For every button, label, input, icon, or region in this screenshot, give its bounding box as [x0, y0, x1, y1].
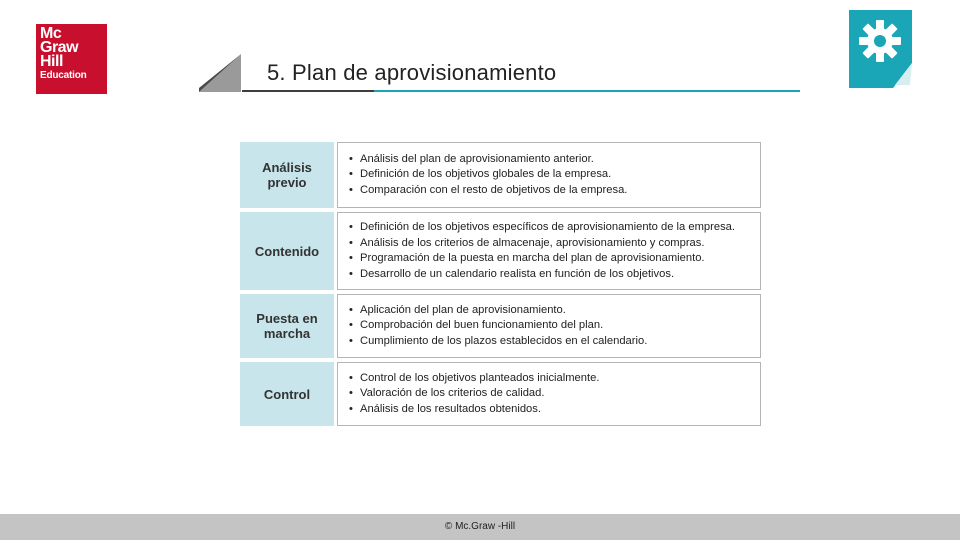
list-item: • Análisis de los criterios de almacenaje, aprovisionamiento y compras. — [360, 236, 754, 252]
stage-items — [337, 362, 761, 426]
plan-row-control — [240, 362, 761, 426]
footer-bar — [0, 514, 960, 540]
stage-label-control: Control — [240, 362, 334, 426]
list-item: • Análisis de los resultados obtenidos. — [360, 402, 754, 418]
logo-text-education: Education — [40, 70, 87, 81]
title-underline — [242, 90, 800, 92]
slide-title: 5. Plan de aprovisionamiento — [267, 60, 557, 85]
list-item: • Definición de los objetivos específicos de aprovisionamiento de la empresa. — [360, 220, 754, 236]
logo-text-hill: Hill — [40, 53, 63, 70]
list-item: • Programación de la puesta en marcha del plan de aprovisionamiento. — [360, 251, 754, 267]
list-item: • Cumplimiento de los plazos establecidos en el calendario. — [360, 334, 754, 350]
stage-label-puesta-en-marcha: Puesta en marcha — [240, 294, 334, 358]
stage-items — [337, 212, 761, 290]
stage-label-analisis-previo: Análisis previo — [240, 142, 334, 208]
stage-items — [337, 294, 761, 358]
plan-table — [240, 138, 761, 430]
stage-label-contenido: Contenido — [240, 212, 334, 290]
stage-items — [337, 142, 761, 208]
list-item: • Control de los objetivos planteados inicialmente. — [360, 371, 754, 387]
plan-row-puesta-en-marcha — [240, 294, 761, 358]
list-item: • Aplicación del plan de aprovisionamiento. — [360, 303, 754, 319]
page-fold-icon — [893, 63, 912, 88]
logo-text-graw: Graw — [40, 39, 79, 56]
mcgraw-hill-logo — [36, 24, 107, 94]
plan-row-contenido — [240, 212, 761, 290]
copyright-text: © Mc.Graw -Hill — [444, 521, 516, 532]
list-item: • Valoración de los criterios de calidad. — [360, 386, 754, 402]
list-item: • Definición de los objetivos globales de la empresa. — [360, 167, 754, 183]
plan-row-analisis-previo — [240, 142, 761, 208]
title-decoration-icon — [196, 52, 246, 94]
list-item: • Análisis del plan de aprovisionamiento anterior. — [360, 152, 754, 168]
list-item: • Desarrollo de un calendario realista en función de los objetivos. — [360, 267, 754, 283]
list-item: • Comparación con el resto de objetivos de la empresa. — [360, 183, 754, 199]
list-item: • Comprobación del buen funcionamiento del plan. — [360, 318, 754, 334]
logo-text-mc: Mc — [40, 25, 62, 42]
